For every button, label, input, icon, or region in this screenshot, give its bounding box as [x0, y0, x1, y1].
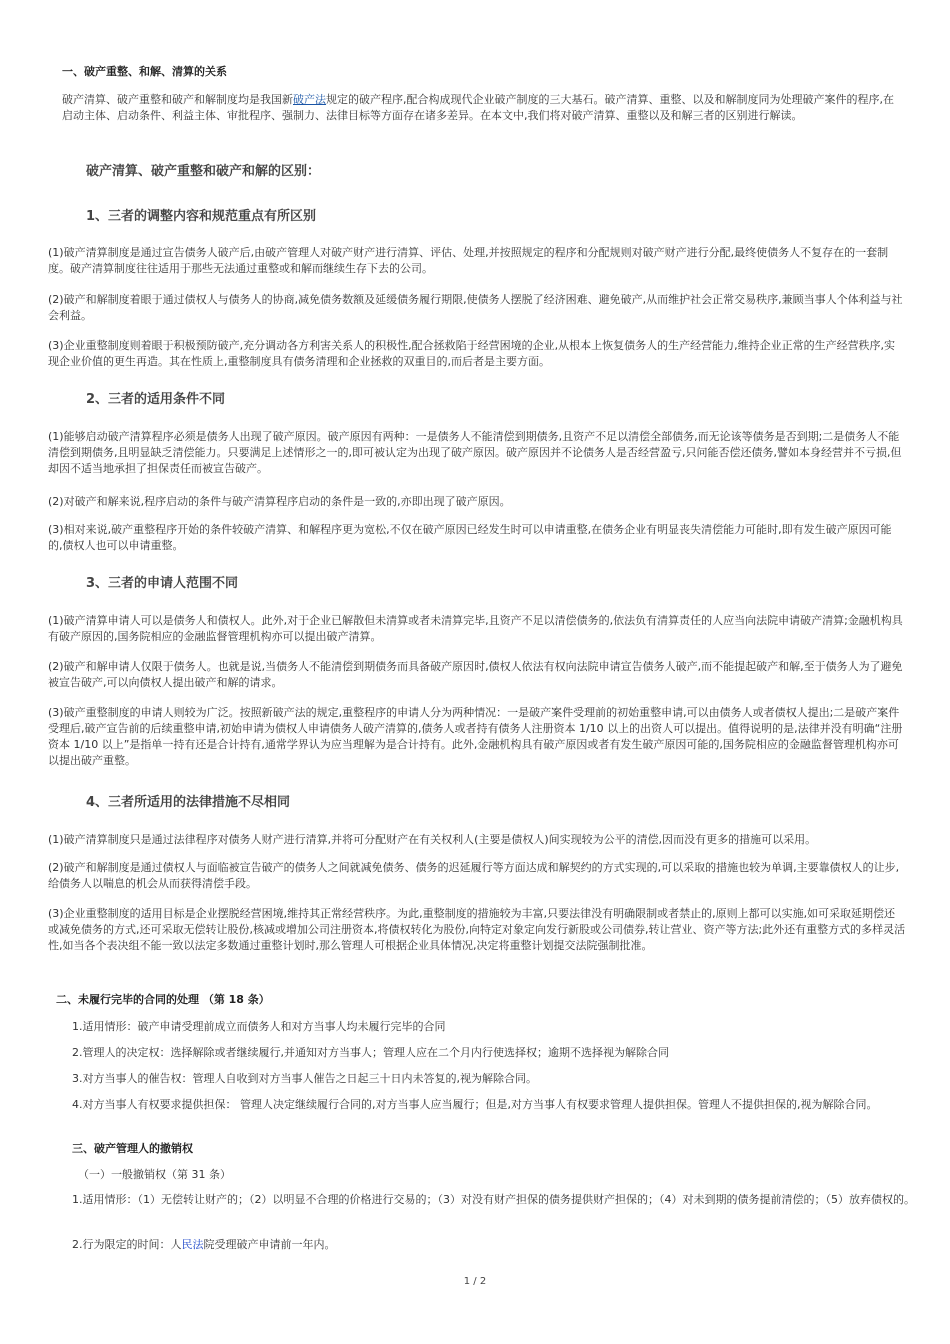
subsection-4-para-2: (2)破产和解制度是通过债权人与面临被宣告破产的债务人之间就减免债务、债务的迟延履行等方面达成和解契约的方式实现的,可以采取的措施也较为单调,主要靠债权人的让步,给债务人以喘息的机会从而获得清偿手段。 — [48, 861, 900, 890]
section-2-item-2: 2.管理人的决定权：选择解除或者继续履行,并通知对方当事人；管理人应在二个月内行使选择权；逾期不选择视为解除合同 — [72, 1046, 669, 1059]
section-2-item-4: 4.对方当事人有权要求提供担保： 管理人决定继续履行合同的,对方当事人应当履行；但是,对方当事人有权要求管理人提供担保。管理人不提供担保的,视为解除合同。 — [72, 1098, 878, 1111]
subsection-3-para-2: (2)破产和解申请人仅限于债务人。也就是说,当债务人不能清偿到期债务而具备破产原因时,债权人依法有权向法院申请宣告债务人破产,而不能提起破产和解,至于债务人为了避免被宣告破产,可以向债权人提出破产和解的请求。 — [48, 660, 903, 689]
section-2-heading: 二、未履行完毕的合同的处理 （第 18 条） — [56, 993, 270, 1006]
subsection-3-title: 3、三者的申请人范围不同 — [86, 576, 239, 591]
subsection-2-para-2: (2)对破产和解来说,程序启动的条件与破产清算程序启动的条件是一致的,亦即出现了破产原因。 — [48, 495, 511, 508]
subsection-2-title: 2、三者的适用条件不同 — [86, 392, 226, 407]
section-3-heading: 三、破产管理人的撤销权 — [72, 1142, 193, 1155]
section-2-item-3: 3.对方当事人的催告权：管理人自收到对方当事人催告之日起三十日内未答复的,视为解除合同。 — [72, 1072, 537, 1085]
civil-law-link[interactable]: 民法 — [181, 1238, 204, 1251]
subsection-2-para-1: (1)能够启动破产清算程序必须是债务人出现了破产原因。破产原因有两种：一是债务人不能清偿到期债务,且资产不足以清偿全部债务,而无论该等债务是否到期;二是债务人不能清偿到期债务,且明显缺乏清偿能力。只要满足上述情形之一的,即可被认定为出现了破产原因。破产原因并不论债务人是否经营盈亏,只问能否偿还债务,譬如本身经营并不亏损,但却因不适当地承担了担保责任而被宣告破产。 — [48, 430, 902, 475]
bankruptcy-law-link[interactable]: 破产法 — [293, 93, 326, 106]
section-3-item-1: 1.适用情形：（1）无偿转让财产的；（2）以明显不合理的价格进行交易的；（3）对没有财产担保的债务提供财产担保的；（4）对未到期的债务提前清偿的；（5）放弃债权的。 — [72, 1193, 915, 1206]
intro-text-before-link: 破产清算、破产重整和破产和解制度均是我国新 — [62, 93, 293, 106]
page-number: 1 / 2 — [463, 1276, 487, 1287]
subsection-4-title: 4、三者所适用的法律措施不尽相同 — [86, 795, 291, 810]
section-3-subheading: （一）一般撤销权（第 31 条） — [78, 1168, 231, 1181]
intro-paragraph — [62, 92, 904, 124]
section-2-item-1: 1.适用情形：破产申请受理前成立而债务人和对方当事人均未履行完毕的合同 — [72, 1020, 446, 1033]
subsection-3-para-1: (1)破产清算申请人可以是债务人和债权人。此外,对于企业已解散但未清算或者未清算完毕,且资产不足以清偿债务的,依法负有清算责任的人应当向法院申请破产清算;金融机构具有破产原因的,国务院相应的金融监督管理机构亦可以提出破产清算。 — [48, 614, 903, 643]
subsection-3-para-3: (3)破产重整制度的申请人则较为广泛。按照新破产法的规定,重整程序的申请人分为两种情况：一是破产案件受理前的初始重整申请,可以由债务人或者债权人提出;二是破产案件受理后,破产宣告前的后续重整申请,初始申请为债权人申请债务人破产清算的,债务人或者持有债务人注册资本 1/10 以上的出资人可以提出。值得说明的是,法律并没有明确“注册资本 1/10 以上”是指单一持有还是合计持有,通常学界认为应当理解为是合计持有。此外,金融机构具有破产原因或者有发生破产原因可能的,国务院相应的金融监督管理机构亦可以提出破产重整。 — [48, 706, 903, 767]
subsection-2-para-3: (3)相对来说,破产重整程序开始的条件较破产清算、和解程序更为宽松,不仅在破产原因已经发生时可以申请重整,在债务企业有明显丧失清偿能力可能时,即有发生破产原因可能的,债权人也可以申请重整。 — [48, 523, 892, 552]
subsection-4-para-1: (1)破产清算制度只是通过法律程序对债务人财产进行清算,并将可分配财产在有关权利人(主要是债权人)间实现较为公平的清偿,因而没有更多的措施可以采用。 — [48, 833, 817, 846]
subsection-1-para-2: (2)破产和解制度着眼于通过债权人与债务人的协商,减免债务数额及延缓债务履行期限,使债务人摆脱了经济困难、避免破产,从而维护社会正常交易秩序,兼顾当事人个体利益与社会利益。 — [48, 293, 903, 322]
section-3-item-2 — [72, 1237, 908, 1253]
subsection-1-title: 1、三者的调整内容和规范重点有所区别 — [86, 209, 317, 224]
subsection-1-para-3: (3)企业重整制度则着眼于积极预防破产,充分调动各方利害关系人的积极性,配合拯救陷于经营困境的企业,从根本上恢复债务人的生产经营能力,维持企业正常的生产经营秩序,实现企业价值的更生再造。其在性质上,重整制度具有债务清理和企业拯救的双重目的,而后者是主要方面。 — [48, 339, 896, 368]
subsection-1-para-1: (1)破产清算制度是通过宣告债务人破产后,由破产管理人对破产财产进行清算、评估、处理,并按照规定的程序和分配规则对破产财产进行分配,最终使债务人不复存在的一套制度。破产清算制度往往适用于那些无法通过重整或和解而继续生存下去的公司。 — [48, 246, 889, 275]
subsection-4-para-3: (3)企业重整制度的适用目标是企业摆脱经营困境,维持其正常经营秩序。为此,重整制度的措施较为丰富,只要法律没有明确限制或者禁止的,原则上都可以实施,如可采取延期偿还或减免债务的方式,还可采取无偿转让股份,核减或增加公司注册资本,将债权转化为股份,向特定对象定向发行新股或公司债券,转让营业、资产等方法;此外还有重整方式的多样灵活性,如当各个表决组不能一致以法定多数通过重整计划时,那么管理人可根据企业具体情况,决定将重整计划提交法院强制批准。 — [48, 907, 906, 952]
difference-title: 破产清算、破产重整和破产和解的区别： — [86, 164, 321, 179]
item-2-text-before-link: 2.行为限定的时间：人 — [72, 1238, 182, 1251]
item-2-text-after-link: 院受理破产申请前一年内。 — [203, 1238, 336, 1251]
intro-text-after-link: 规定的破产程序,配合构成现代企业破产制度的三大基石。破产清算、重整、以及和解制度同为处理破产案件的程序,在启动主体、启动条件、利益主体、审批程序、强制力、法律目标等方面存在诸多差异。在本文中,我们将对破产清算、重整以及和解三者的区别进行解读。 — [62, 93, 894, 122]
section-1-heading: 一、破产重整、和解、清算的关系 — [62, 65, 227, 78]
